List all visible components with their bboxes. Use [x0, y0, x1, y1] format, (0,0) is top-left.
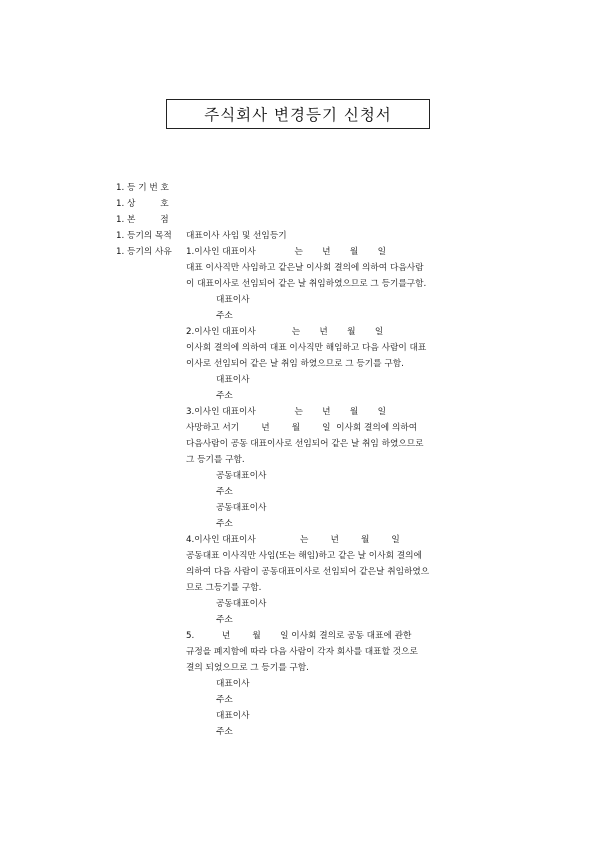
- body-line: 공동대표이사: [216, 471, 267, 481]
- body-line: 주소: [216, 615, 233, 625]
- body-line: 의하여 다음 사람이 공동대표이사로 선임되어 같은날 취임하였으: [186, 567, 430, 577]
- body-line: 대표이사: [216, 295, 250, 305]
- body-line: 규정을 폐지함에 따라 다음 사람이 각자 회사를 대표할 것으로: [186, 647, 418, 657]
- body-line: 공동대표이사: [216, 599, 267, 609]
- body-line: 2.이사인 대표이사 는 년 월 일: [186, 327, 384, 337]
- field-label-head-office: 1. 본 점: [116, 215, 169, 225]
- body-line: 대표이사: [216, 711, 250, 721]
- body-line: 사망하고 서기 년 월 일 이사회 결의에 의하여: [186, 423, 418, 433]
- body-line: 주소: [216, 727, 233, 737]
- document-title-text: 주식회사 변경등기 신청서: [204, 106, 392, 124]
- field-label-registration-number: 1. 등 기 번 호: [116, 183, 169, 193]
- body-line: 주소: [216, 487, 233, 497]
- body-line: 공동대표이사: [216, 503, 267, 513]
- body-line: 공동대표 이사직만 사임(또는 해임)하고 같은 날 이사회 결의에: [186, 551, 422, 561]
- body-line: 주소: [216, 391, 233, 401]
- body-line: 주소: [216, 695, 233, 705]
- body-line: 이사로 선임되어 같은 날 취임 하였으므로 그 등기를 구함.: [186, 359, 404, 369]
- field-value-reason-line: 1.이사인 대표이사 는 년 월 일: [186, 247, 387, 257]
- body-line: 5. 년 월 일 이사회 결의로 공동 대표에 관한: [186, 631, 412, 641]
- body-line: 4.이사인 대표이사 는 년 월 일: [186, 535, 400, 545]
- document-title: [166, 99, 430, 129]
- body-line: 주소: [216, 519, 233, 529]
- field-label-purpose: 1. 등기의 목적: [116, 231, 172, 241]
- field-value-purpose: 대표이사 사임 및 선임등기: [186, 231, 287, 241]
- body-line: 므로 그등기를 구함.: [186, 583, 262, 593]
- body-line: 대표 이사직만 사임하고 같은날 이사회 결의에 의하여 다음사람: [186, 263, 424, 273]
- body-line: 이사회 결의에 의하여 대표 이사직만 해임하고 다음 사람이 대표: [186, 343, 427, 353]
- field-label-reason: 1. 등기의 사유: [116, 247, 172, 257]
- body-line: 결의 되었으므로 그 등기를 구함.: [186, 663, 309, 673]
- field-label-company-name: 1. 상 호: [116, 199, 169, 209]
- body-line: 대표이사: [216, 375, 250, 385]
- body-line: 다음사람이 공동 대표이사로 선임되어 같은 날 취임 하였으므로: [186, 439, 424, 449]
- body-line: 대표이사: [216, 679, 250, 689]
- body-line: 이 대표이사로 선임되어 같은 날 취임하였으므로 그 등기를구함.: [186, 279, 427, 289]
- body-line: 그 등기를 구함.: [186, 455, 245, 465]
- body-line: 주소: [216, 311, 233, 321]
- body-line: 3.이사인 대표이사 는 년 월 일: [186, 407, 387, 417]
